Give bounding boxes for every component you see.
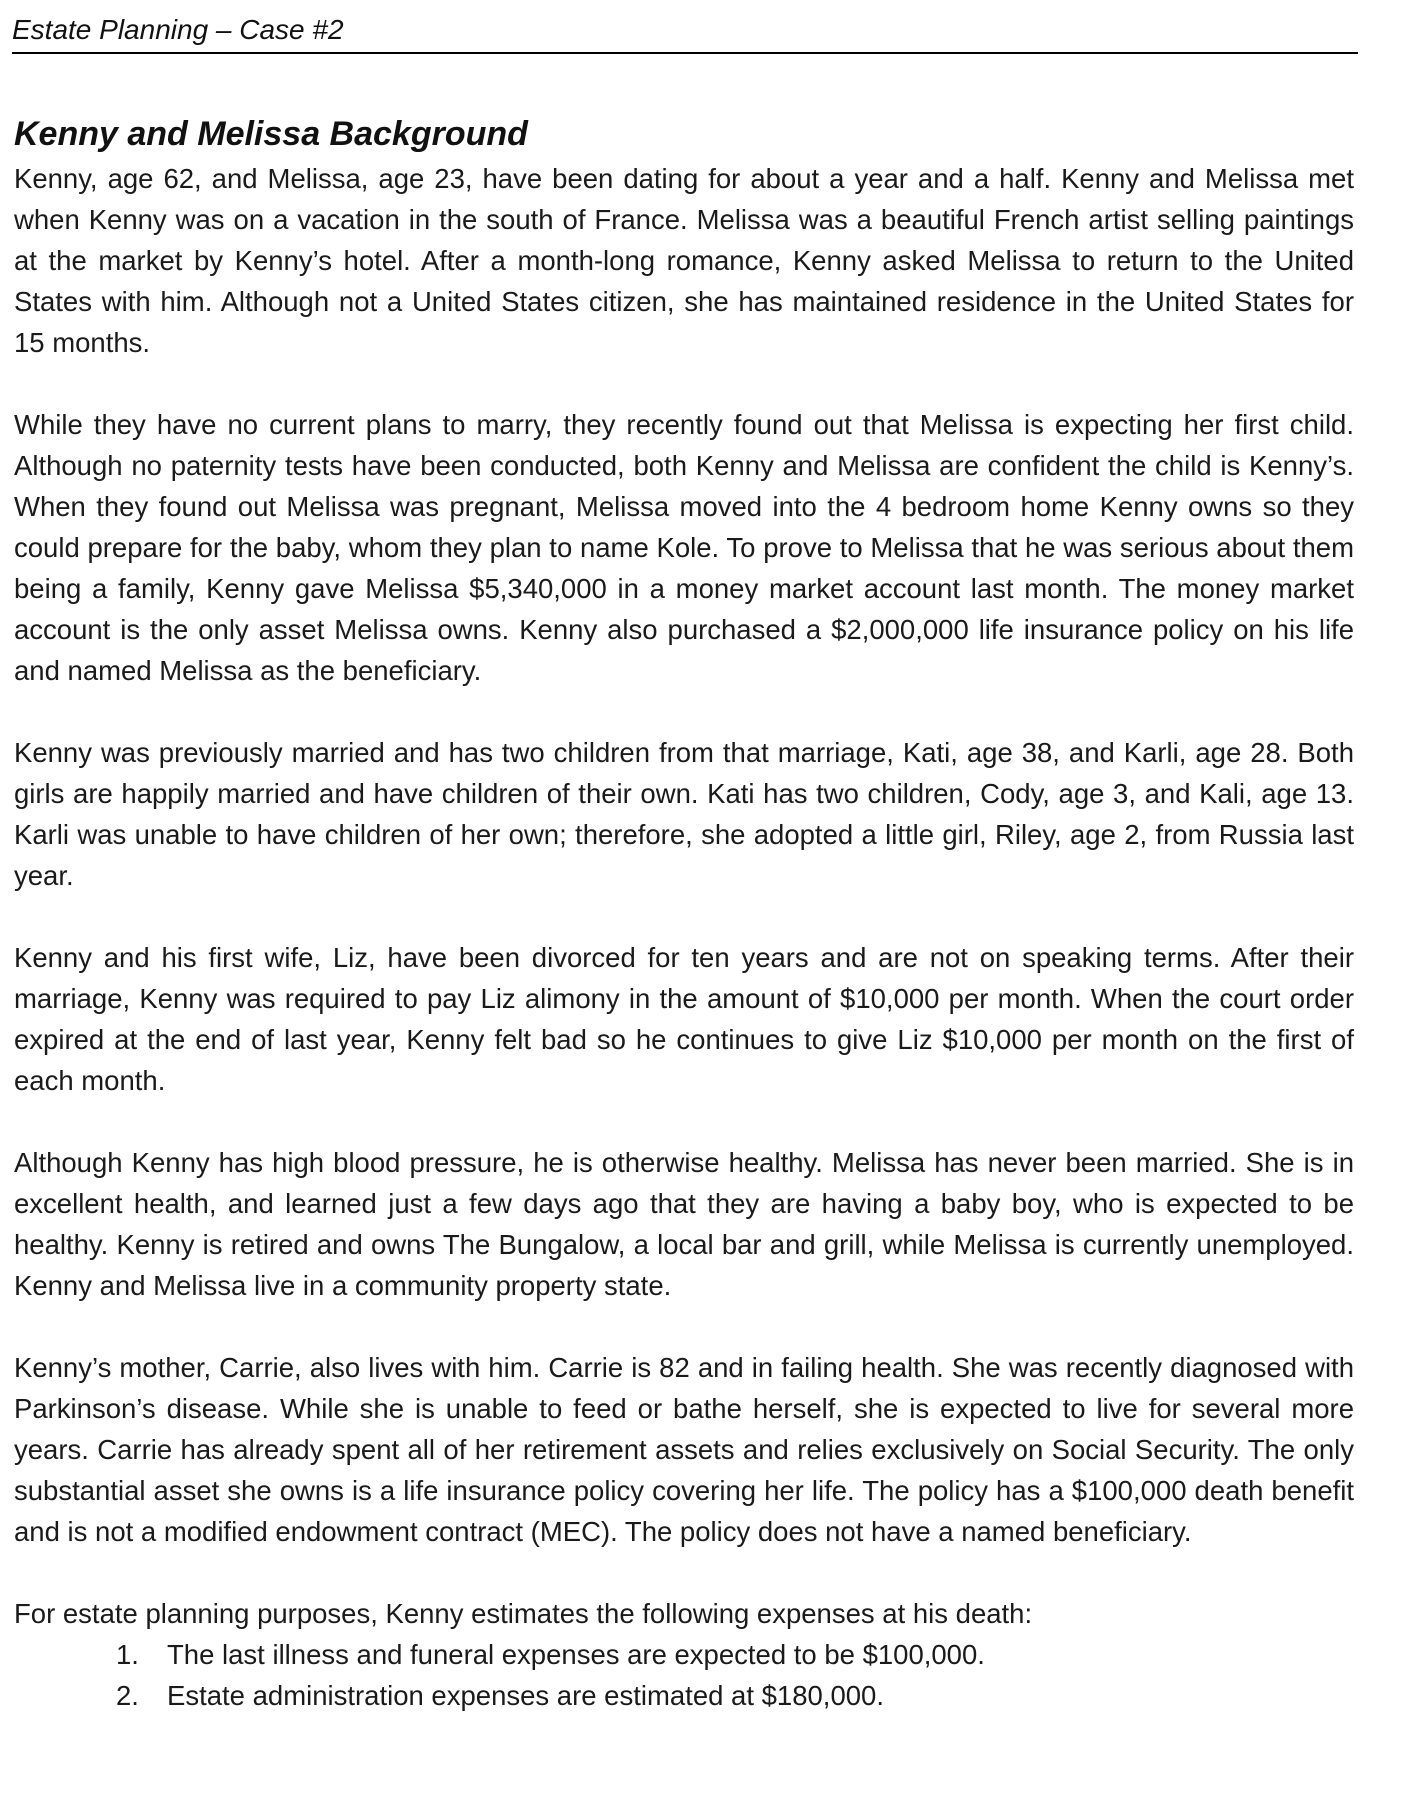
paragraph: Kenny was previously married and has two children from that marriage, Kati, age 38, and Karli, age 28. Both girls are happily married and have children of their own. Kati has two children, Cody, age 3, and Kali, age 13. Karli was unable to have children of her own; therefore, she adopted a little girl, Riley, age 2, from Russia last year. (14, 737, 1354, 891)
paragraph: While they have no current plans to marry, they recently found out that Melissa is expecting her first child. Although no paternity tests have been conducted, both Kenny and Melissa are confident the child is Kenny’s. When they found out Melissa was pregnant, Melissa moved into the 4 bedroom home Kenny owns so they could prepare for the baby, whom they plan to name Kole. To prove to Melissa that he was serious about them being a family, Kenny gave Melissa $5,340,000 in a money market account last month. The money market account is the only asset Melissa owns. Kenny also purchased a $2,000,000 life insurance policy on his life and named Melissa as the beneficiary. (14, 409, 1354, 686)
list-item-number: 1. (116, 1639, 139, 1670)
paragraph: Kenny, age 62, and Melissa, age 23, have been dating for about a year and a half. Kenny and Melissa met when Kenny was on a vacation in the south of France. Melissa was a beautiful French artist selling paintings at the market by Kenny’s hotel. After a month-long romance, Kenny asked Melissa to return to the United States with him. Although not a United States citizen, she has maintained residence in the United States for 15 months. (14, 163, 1354, 358)
paragraph: Although Kenny has high blood pressure, he is otherwise healthy. Melissa has never been married. She is in excellent health, and learned just a few days ago that they are having a baby boy, who is expected to be healthy. Kenny is retired and owns The Bungalow, a local bar and grill, while Melissa is currently unemployed. Kenny and Melissa live in a community property state. (14, 1147, 1354, 1301)
document-body (14, 112, 1354, 1716)
list-item-number: 2. (116, 1680, 139, 1711)
list-item (14, 1675, 1354, 1716)
expense-list (14, 1634, 1354, 1716)
paragraph: Kenny and his first wife, Liz, have been divorced for ten years and are not on speaking terms. After their marriage, Kenny was required to pay Liz alimony in the amount of $10,000 per month. When the court order expired at the end of last year, Kenny felt bad so he continues to give Liz $10,000 per month on the first of each month. (14, 942, 1354, 1096)
section-title: Kenny and Melissa Background (14, 115, 528, 153)
page-header (12, 12, 1358, 54)
header-title: Estate Planning – Case #2 (12, 14, 344, 45)
list-item-text: Estate administration expenses are estimated at $180,000. (167, 1680, 884, 1711)
paragraph: Kenny’s mother, Carrie, also lives with him. Carrie is 82 and in failing health. She was recently diagnosed with Parkinson’s disease. While she is unable to feed or bathe herself, she is expected to live for several more years. Carrie has already spent all of her retirement assets and relies exclusively on Social Security. The only substantial asset she owns is a life insurance policy covering her life. The policy has a $100,000 death benefit and is not a modified endowment contract (MEC). The policy does not have a named beneficiary. (14, 1352, 1354, 1547)
list-item (14, 1634, 1354, 1675)
list-item-text: The last illness and funeral expenses are expected to be $100,000. (167, 1639, 985, 1670)
paragraph: For estate planning purposes, Kenny estimates the following expenses at his death: (14, 1598, 1033, 1629)
